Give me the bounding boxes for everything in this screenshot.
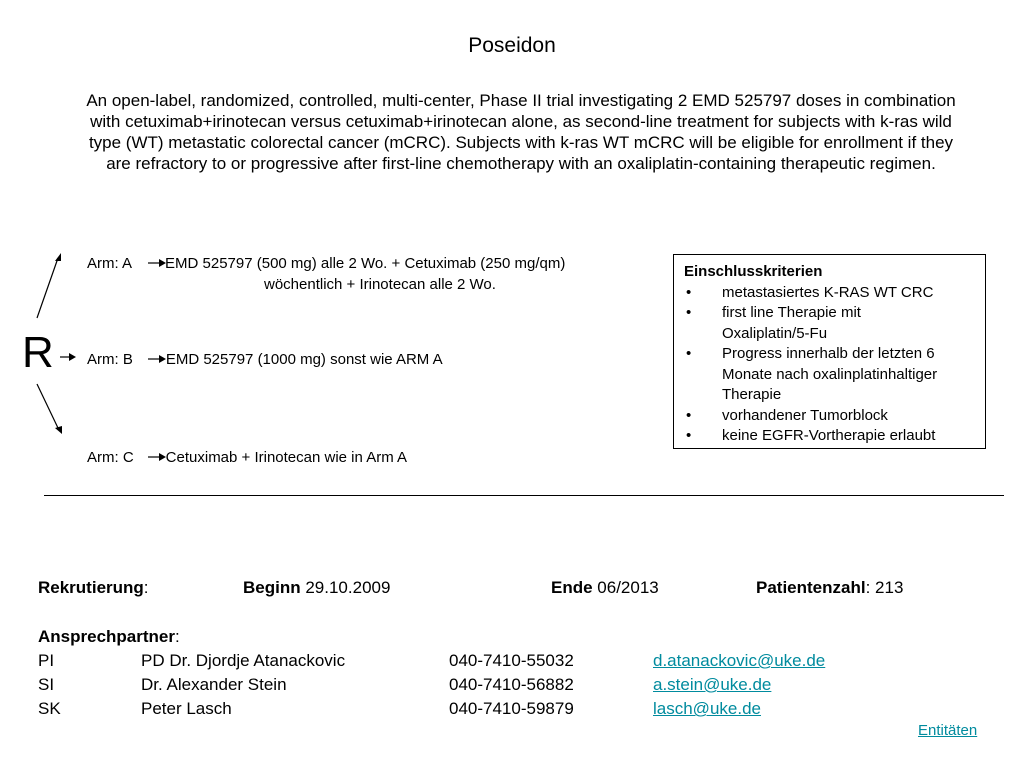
trial-description: An open-label, randomized, controlled, multi-center, Phase II trial investigating 2 EMD 525797 doses in combination with cetuximab+irinotecan versus cetuximab+irinotecan alone, as second-line treatment for subjects with k-ras wild type (WT) metastatic colorectal cancer (mCRC). Subjects with k-ras WT mCRC will be eligible for enrollment if they are refractory to or progressive after first-line chemotherapy with an oxaliplatin-containing therapeutic regimen. — [86, 91, 956, 173]
inclusion-criteria-heading: Einschlusskriterien — [684, 263, 823, 280]
contact-email-link[interactable]: lasch@uke.de — [653, 699, 761, 718]
patient-count: Patientenzahl: 213 — [756, 578, 904, 597]
arm-a — [87, 255, 565, 272]
contact-name: PD Dr. Djordje Atanackovic — [141, 651, 346, 670]
contact-email-link[interactable]: d.atanackovic@uke.de — [653, 651, 826, 670]
contact-name: Peter Lasch — [141, 699, 232, 718]
page-title: Poseidon — [468, 34, 556, 57]
arm-a-text: EMD 525797 (500 mg) alle 2 Wo. + Cetuximab (250 mg/qm) — [165, 255, 566, 272]
list-item: • first line Therapie mit Oxaliplatin/5-Fu — [684, 303, 922, 344]
arm-c — [87, 449, 407, 466]
recruitment-start: Beginn 29.10.2009 — [243, 578, 391, 597]
arm-c-label: Arm: C — [87, 449, 134, 466]
r-arrow — [60, 353, 76, 361]
arrow-to-arm-a — [37, 258, 58, 318]
list-item: • metastasiertes K-RAS WT CRC — [684, 283, 975, 304]
contact-name: Dr. Alexander Stein — [141, 675, 287, 694]
inclusion-criteria-box — [673, 254, 986, 449]
list-item: • Progress innerhalb der letzten 6 Monate nach oxalinplatinhaltiger Therapie — [684, 344, 964, 406]
arm-b-label: Arm: B — [87, 351, 133, 368]
arrowhead-arm-c — [55, 426, 62, 434]
entitaeten-link[interactable]: Entitäten — [918, 722, 978, 739]
contact-phone: 040-7410-56882 — [449, 675, 574, 694]
arm-a-text-continued: wöchentlich + Irinotecan alle 2 Wo. — [264, 276, 496, 293]
contact-role: PI — [38, 651, 55, 670]
recruitment-end: Ende 06/2013 — [551, 578, 659, 597]
list-item: • vorhandener Tumorblock — [684, 406, 975, 427]
contact-phone: 040-7410-55032 — [449, 651, 574, 670]
contacts-heading: Ansprechpartner: — [38, 627, 180, 646]
arm-a-label: Arm: A — [87, 255, 133, 272]
arrow-to-arm-c — [37, 384, 58, 428]
arm-b — [87, 351, 443, 368]
randomization-letter: R — [22, 328, 54, 377]
list-item: • keine EGFR-Vortherapie erlaubt — [684, 426, 975, 447]
divider — [44, 495, 1004, 496]
contact-role: SK — [38, 699, 61, 718]
arm-c-text: Cetuximab + Irinotecan wie in Arm A — [165, 449, 408, 466]
arm-b-text: EMD 525797 (1000 mg) sonst wie ARM A — [165, 351, 443, 368]
contact-role: SI — [38, 675, 55, 694]
inclusion-criteria-list — [684, 283, 975, 447]
arrowhead-arm-a — [55, 253, 61, 261]
recruitment-label: Rekrutierung: — [38, 578, 149, 597]
contact-phone: 040-7410-59879 — [449, 699, 574, 718]
contact-email-link[interactable]: a.stein@uke.de — [653, 675, 772, 694]
